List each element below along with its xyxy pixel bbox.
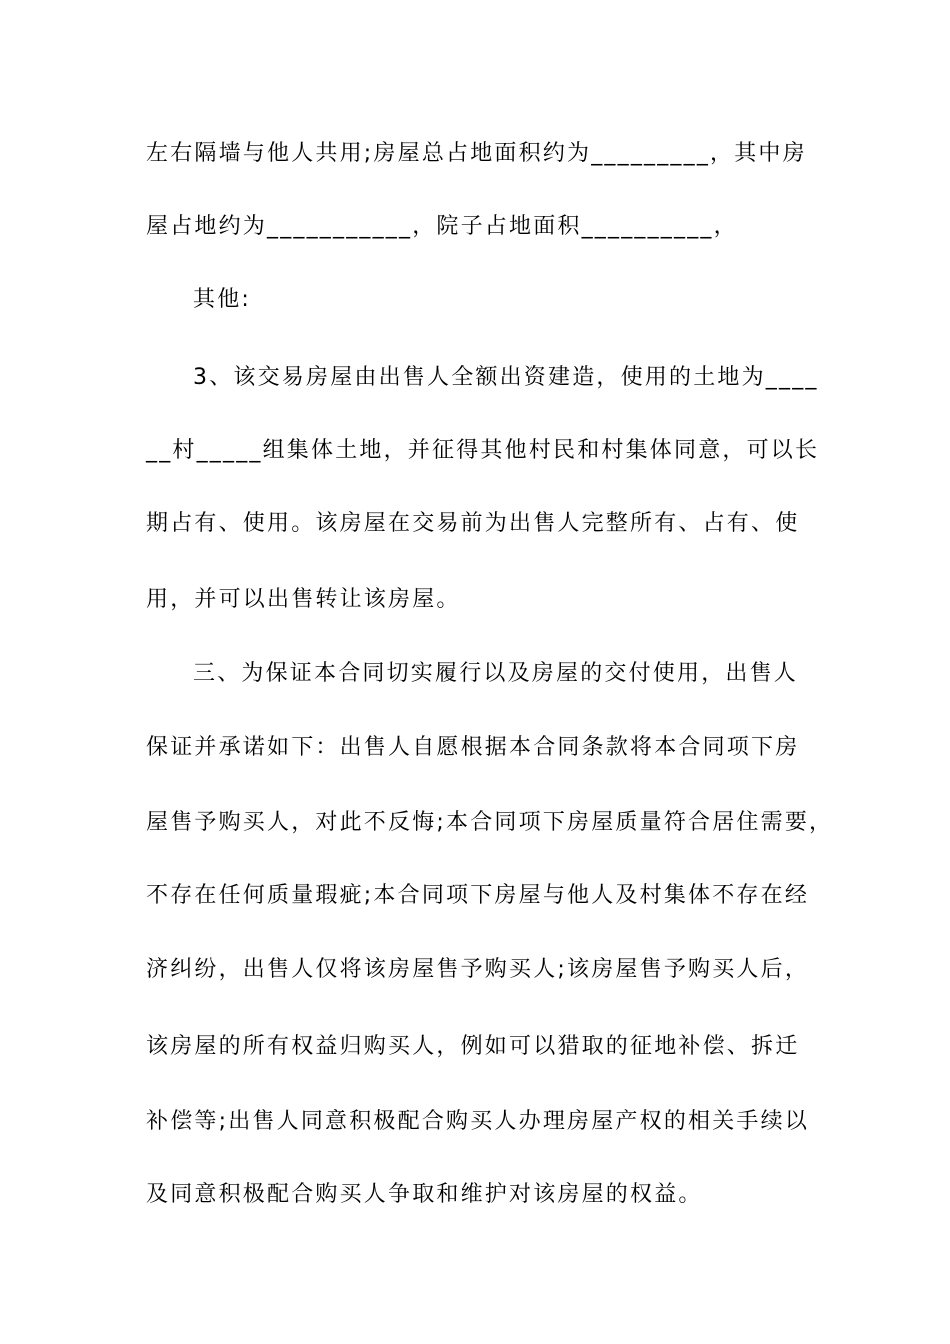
- paragraph-line: 3、该交易房屋由出售人全额出资建造，使用的土地为____: [193, 365, 819, 390]
- paragraph-line: 其他:: [193, 287, 252, 312]
- paragraph-line: 屋占地约为___________，院子占地面积__________，: [146, 214, 738, 239]
- paragraph-line: 用，并可以出售转让该房屋。: [146, 587, 461, 612]
- paragraph-line: 保证并承诺如下：出售人自愿根据本合同条款将本合同项下房: [146, 735, 800, 760]
- paragraph-line: 及同意积极配合购买人争取和维护对该房屋的权益。: [146, 1182, 703, 1207]
- paragraph-line: __村_____组集体土地，并征得其他村民和村集体同意，可以长: [146, 438, 820, 463]
- paragraph-line: 补偿等;出售人同意积极配合购买人办理房屋产权的相关手续以: [146, 1109, 810, 1134]
- paragraph-line: 三、为保证本合同切实履行以及房屋的交付使用，出售人: [193, 661, 799, 686]
- paragraph-line: 屋售予购买人，对此不反悔;本合同项下房屋质量符合居住需要，: [146, 810, 834, 835]
- paragraph-line: 左右隔墙与他人共用;房屋总占地面积约为_________，其中房: [146, 141, 807, 166]
- paragraph-line: 济纠纷，出售人仅将该房屋售予购买人;该房屋售予购买人后，: [146, 957, 810, 982]
- paragraph-line: 不存在任何质量瑕疵;本合同项下房屋与他人及村集体不存在经: [146, 883, 810, 908]
- paragraph-line: 该房屋的所有权益归购买人，例如可以猎取的征地补偿、拆迁: [146, 1034, 800, 1059]
- paragraph-line: 期占有、使用。该房屋在交易前为出售人完整所有、占有、使: [146, 511, 800, 536]
